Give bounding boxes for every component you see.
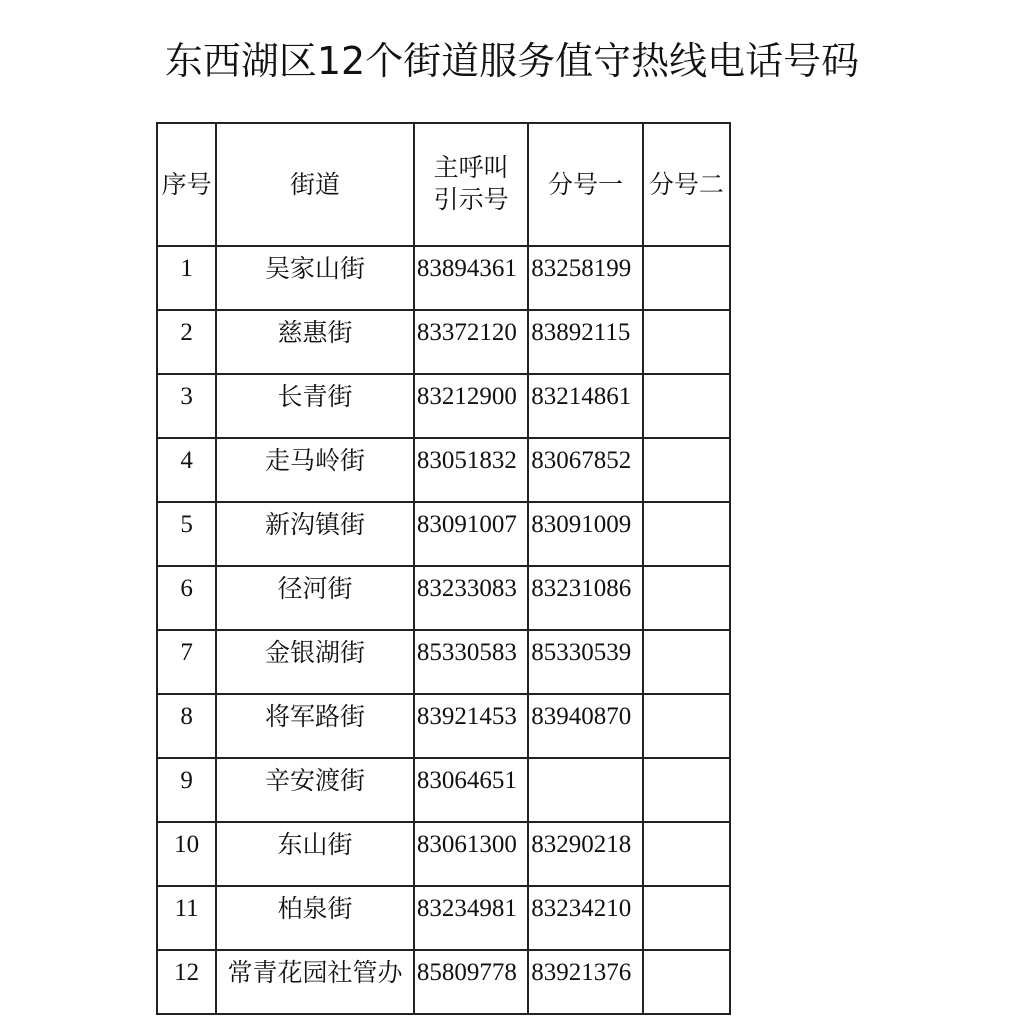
row-main-number-cell: 83894361 (414, 246, 528, 310)
row-street-cell: 常青花园社管办 (216, 950, 414, 1014)
row-index-cell: 6 (157, 566, 216, 630)
hotline-table (156, 122, 731, 1015)
row-ext2-cell (643, 246, 730, 310)
header-ext2: 分号二 (643, 123, 730, 246)
row-main-number-cell: 83051832 (414, 438, 528, 502)
row-index-cell: 5 (157, 502, 216, 566)
row-index-cell: 2 (157, 310, 216, 374)
row-ext2-cell (643, 758, 730, 822)
row-main-number-cell: 83233083 (414, 566, 528, 630)
row-street-cell: 吴家山街 (216, 246, 414, 310)
row-main-number-cell: 85809778 (414, 950, 528, 1014)
document-title: 东西湖区12个街道服务值守热线电话号码 (164, 39, 860, 83)
row-street-cell: 慈惠街 (216, 310, 414, 374)
row-ext1-cell (528, 758, 642, 822)
table-header-row (157, 123, 730, 246)
row-ext2-cell (643, 694, 730, 758)
row-main-number-cell: 83064651 (414, 758, 528, 822)
header-main-label: 主呼叫引示号 (433, 153, 509, 214)
row-ext2-cell (643, 438, 730, 502)
row-ext1-cell: 83892115 (528, 310, 642, 374)
row-main-number-cell: 83921453 (414, 694, 528, 758)
table-row (157, 950, 730, 1014)
table-row (157, 502, 730, 566)
row-ext1-cell: 83067852 (528, 438, 642, 502)
row-street-cell: 辛安渡街 (216, 758, 414, 822)
row-ext1-cell: 83258199 (528, 246, 642, 310)
row-ext2-cell (643, 886, 730, 950)
row-ext2-cell (643, 630, 730, 694)
row-index-cell: 10 (157, 822, 216, 886)
header-index: 序号 (157, 123, 216, 246)
row-main-number-cell: 83212900 (414, 374, 528, 438)
row-index-cell: 11 (157, 886, 216, 950)
row-ext2-cell (643, 374, 730, 438)
table-row (157, 310, 730, 374)
row-ext1-cell: 83231086 (528, 566, 642, 630)
header-street: 街道 (216, 123, 414, 246)
row-ext2-cell (643, 822, 730, 886)
row-main-number-cell: 83091007 (414, 502, 528, 566)
row-main-number-cell: 83234981 (414, 886, 528, 950)
row-ext2-cell (643, 566, 730, 630)
row-index-cell: 12 (157, 950, 216, 1014)
table-row (157, 758, 730, 822)
table-row (157, 886, 730, 950)
row-index-cell: 3 (157, 374, 216, 438)
row-index-cell: 1 (157, 246, 216, 310)
row-street-cell: 新沟镇街 (216, 502, 414, 566)
table-body (157, 246, 730, 1014)
table-row (157, 694, 730, 758)
row-street-cell: 将军路街 (216, 694, 414, 758)
row-ext1-cell: 83921376 (528, 950, 642, 1014)
row-ext1-cell: 83940870 (528, 694, 642, 758)
row-index-cell: 8 (157, 694, 216, 758)
row-ext1-cell: 83091009 (528, 502, 642, 566)
row-index-cell: 7 (157, 630, 216, 694)
row-main-number-cell: 83372120 (414, 310, 528, 374)
row-index-cell: 9 (157, 758, 216, 822)
table-row (157, 822, 730, 886)
row-street-cell: 长青街 (216, 374, 414, 438)
row-ext1-cell: 83214861 (528, 374, 642, 438)
row-street-cell: 金银湖街 (216, 630, 414, 694)
table-row (157, 246, 730, 310)
header-ext1: 分号一 (528, 123, 642, 246)
row-street-cell: 走马岭街 (216, 438, 414, 502)
row-ext1-cell: 83234210 (528, 886, 642, 950)
row-ext1-cell: 85330539 (528, 630, 642, 694)
row-street-cell: 柏泉街 (216, 886, 414, 950)
row-main-number-cell: 85330583 (414, 630, 528, 694)
row-ext1-cell: 83290218 (528, 822, 642, 886)
row-index-cell: 4 (157, 438, 216, 502)
row-ext2-cell (643, 502, 730, 566)
table-row (157, 566, 730, 630)
table-row (157, 630, 730, 694)
row-street-cell: 径河街 (216, 566, 414, 630)
row-ext2-cell (643, 310, 730, 374)
header-main-number (414, 123, 528, 246)
row-main-number-cell: 83061300 (414, 822, 528, 886)
row-ext2-cell (643, 950, 730, 1014)
table-row (157, 438, 730, 502)
row-street-cell: 东山街 (216, 822, 414, 886)
table-row (157, 374, 730, 438)
